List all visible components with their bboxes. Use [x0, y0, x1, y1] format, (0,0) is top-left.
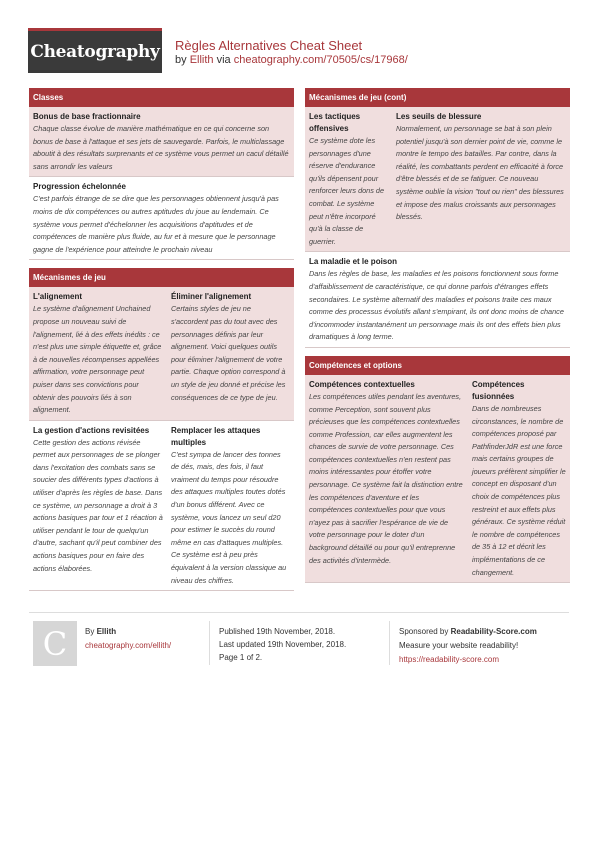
block-text: Dans de nombreuses circonstances, le nombre de compétences proposé par PathfinderJdR est une force mais certains groupes de joueurs préfèrent simplifier le concept en disposant d'un choix de compétences plus restreint et aux effets plus généraux. Ce système réduit le nombre de compétences de 35 à 12 et décrit les implémentations de ce changement. [472, 403, 566, 577]
block-heading: Remplacer les attaques multiples [171, 425, 261, 447]
left-column [29, 88, 294, 599]
sponsor-prefix: Sponsored by [399, 627, 451, 636]
block-heading: Compétences contextuelles [309, 379, 415, 389]
divider [389, 621, 390, 665]
footer-author-name[interactable]: Ellith [96, 627, 117, 636]
block-heading: La maladie et le poison [309, 257, 398, 267]
block-text: Chaque classe évolue de manière mathématique en ce qui concerne son bonus de base à l'attaque et ses jets de sauvegarde. Parfois, le multiclassage aboutit à des résultats surprenants et ce système vous permet un cacul détaillé sans arrondir les valeurs [33, 124, 289, 171]
block-heading: La gestion d'actions revisitées [33, 425, 150, 435]
block-text: Le système d'alignement Unchained propose un nouveau suivi de l'alignement, lié à des effets inédits : ce n'est plus une simple étiquette et, grâce à de nouvelles récompenses appellées affirmation, votre personnage peut puiser dans ses convictions pour obtenir des pouvoirs liés à son alignement. [33, 304, 162, 415]
section-mecanismes [29, 268, 294, 591]
section-header: Mécanismes de jeu [29, 268, 294, 287]
divider [209, 621, 210, 665]
block-heading: Compétences fusionnées [472, 379, 525, 401]
sheet-url-link[interactable]: cheatography.com/70505/cs/17968/ [233, 54, 408, 66]
by-label: By [85, 627, 97, 636]
block-text: Les compétences utiles pendant les aventures, comme Perception, sont souvent plus précieuses que les compétences contextuelles comme Profession, car elles augmentent les chances de survie de votre personnage. Ces compétences contextuelles n'en restent pas moins intéressantes pour étoffer votre personnage. Ce système fait la distinction entre les compétences d'aventure et les compétences contextuelles pour que vous n'ayez pas à sacrifier l'espérance de vie de votre personnage pour le doter d'un background détaillé ou pour qu'il entreprenne des activités d'intermède. [309, 391, 463, 565]
content-block [29, 177, 294, 260]
content-row [29, 421, 294, 592]
content-cell [468, 375, 570, 582]
footer-author [85, 625, 171, 653]
footer [29, 612, 569, 672]
footer-dates [219, 625, 346, 664]
block-text: Cette gestion des actions révisée permet aux personnages de se plonger dans l'excitation des combats sans se soucier des différents types d'actions à utiliser d'après les règles de base. Dans ce système, un personnage a droit à 3 actions basiques par tour et 1 réaction à utiliser pendant le tour de quelqu'un d'autre, sachant qu'il peut combiner des actions basiques pour en faire des actions élaborées. [33, 437, 163, 573]
block-text: Dans les règles de base, les maladies et les poisons fonctionnent sous forme d'affaiblissement de caractéristique, ce qui donne parfois d'étranges effets secondaires. Le système alternatif des maladies et poisons traite ces maux comme des processus évolutifs allant s'empirant, ils ont donc moins de chance d'incommoder instantanément un personnage mais ils ont des effets bien plus dramatiques à long terme. [309, 269, 564, 342]
content-cell [29, 421, 167, 591]
content-cell [305, 375, 468, 582]
block-heading: Bonus de base fractionnaire [33, 112, 141, 121]
section-mecanismes-cont [305, 88, 570, 348]
block-heading: Les seuils de blessure [396, 112, 482, 121]
logo-text: Cheatography [30, 42, 160, 62]
block-text: C'est parfois étrange de se dire que les personnages obtiennent jusqu'à pas moins de dix compétences ou autres aptitudes du joue au lendemain. Ce système vous permet d'échelonner les acquisitions d'aptitudes et de compétences de manière plus fluide, au fur et à mesure que le personnage gagne de l'expérience pour atteindre le prochain niveau [33, 194, 279, 254]
avatar[interactable] [33, 621, 77, 666]
section-competences [305, 356, 570, 583]
byline [175, 54, 408, 66]
content-block [305, 252, 570, 348]
content-row [305, 375, 570, 583]
author-link[interactable]: Ellith [189, 54, 214, 66]
content-cell [305, 107, 392, 251]
content-cell [29, 287, 167, 419]
section-header: Compétences et options [305, 356, 570, 375]
sponsor-tagline: Measure your website readability! [399, 641, 519, 650]
updated-date: Last updated 19th November, 2018. [219, 640, 347, 649]
block-heading: Éliminer l'alignement [171, 292, 252, 302]
content-cell [167, 287, 294, 419]
section-classes [29, 88, 294, 260]
via-text: via [213, 54, 234, 66]
content-cell [167, 421, 294, 591]
block-text: Normalement, un personnage se bat à son plein potentiel jusqu'à son dernier point de vie, comme le montre le tempo des batailles. Par contre, dans la réalité, les combattants perdent en efficacité à force d'être blessés et de se fatiguer. Ce nouveau système oublie la vision "tout ou rien" des blessures et impose des malus croissants aux personnages blessés. [396, 124, 564, 222]
section-header: Classes [29, 88, 294, 107]
page-number: Page 1 of 2. [219, 653, 263, 662]
content-row [305, 107, 570, 252]
by-prefix: by [175, 54, 190, 66]
block-text: C'est sympa de lancer des tonnes de dés, mais, des fois, il faut vraiment du temps pour résoudre des attaques multiples toutes dotés d'un bonus différent. Avec ce système, vous lancez un seul d20 pour estimer le succès du round même en cas d'attaques multiples. Ce système est à peu près équivalent à la version classique au niveau des chiffres. [171, 449, 287, 585]
sponsor-name[interactable]: Readability-Score.com [450, 627, 537, 636]
section-header: Mécanismes de jeu (cont) [305, 88, 570, 107]
published-date: Published 19th November, 2018. [219, 627, 336, 636]
avatar-letter: C [42, 624, 68, 663]
block-heading: Progression échelonnée [33, 182, 126, 192]
author-url-link[interactable]: cheatography.com/ellith/ [85, 641, 172, 650]
right-column [305, 88, 570, 591]
content-row [29, 287, 294, 420]
footer-sponsor [399, 625, 537, 667]
block-heading: Les tactiques offensives [309, 112, 361, 133]
content-block [29, 107, 294, 177]
sponsor-url-link[interactable]: https://readability-score.com [399, 655, 500, 664]
block-text: Certains styles de jeu ne s'accordent pas du tout avec des personnages définis par leur alignement. Voici quelques outils pour éliminer l'alignement de votre partie. Chaque option correspond à un style de jeu donné et précise les conséquences de ce type de jeu. [171, 304, 286, 402]
block-heading: L'alignement [33, 292, 83, 302]
page-title: Règles Alternatives Cheat Sheet [175, 38, 363, 53]
cheatography-logo[interactable] [28, 28, 162, 73]
content-cell [392, 107, 570, 251]
block-text: Ce système dote les personnages d'une réserve d'endurance qu'ils dépensent pour renforcer leurs dons de combat. Le système peut n'être incorporé qu'à la classe de guerrier. [309, 136, 385, 246]
